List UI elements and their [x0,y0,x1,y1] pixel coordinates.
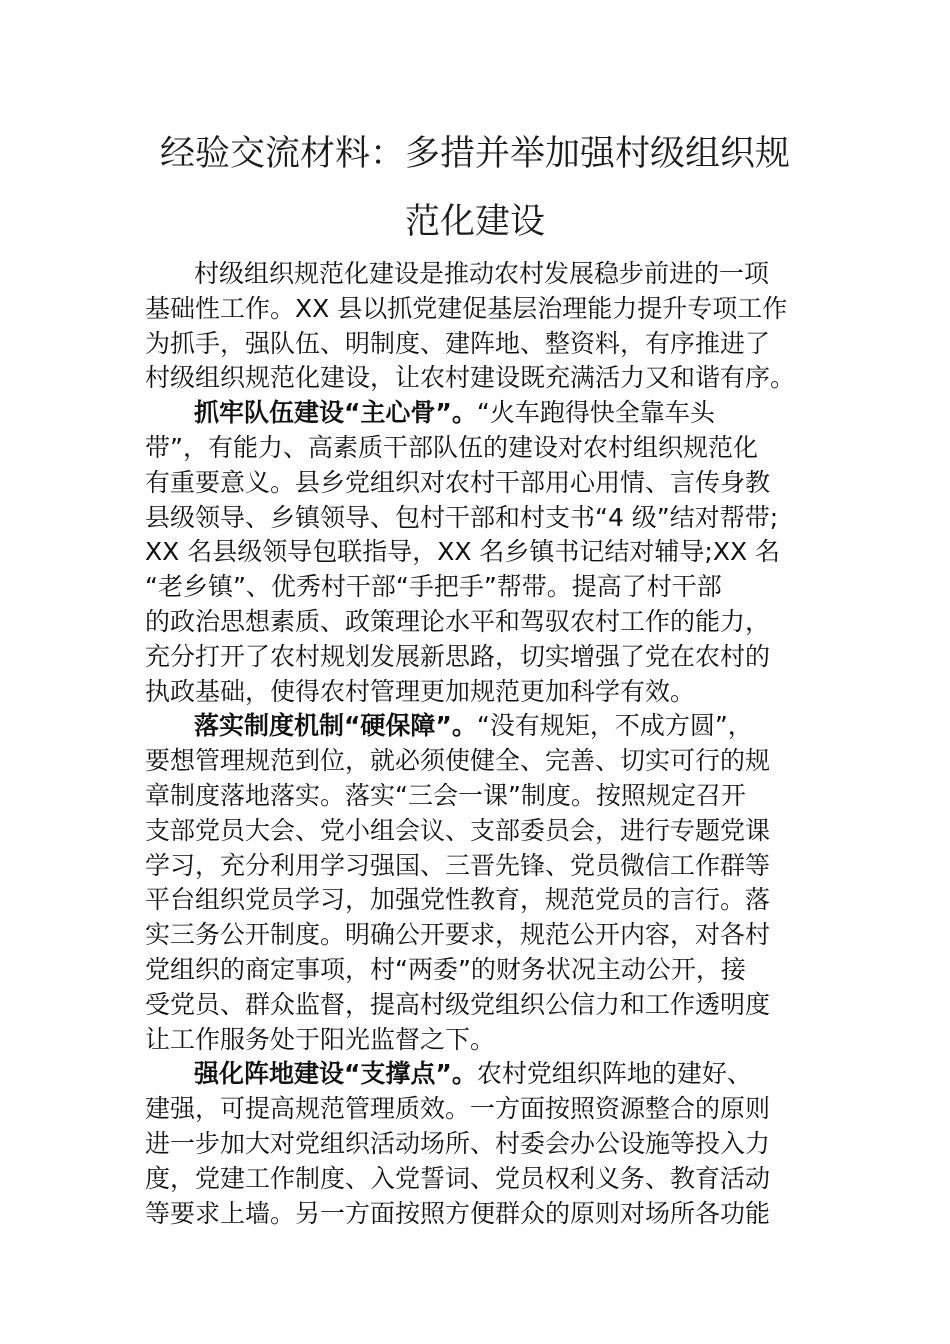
body-text-run: 受党员、群众监督，提高村级党组织公信力和工作透明度 [145,989,771,1019]
text-line [145,535,825,570]
body-text-run: 有重要意义。县乡党组织对农村干部用心用情、言传身教 [145,467,771,497]
text-line [145,361,825,396]
body-text-run: 的政治思想素质、政策理论水平和驾驭农村工作的能力， [145,606,771,636]
page-title-line-2: 范化建设 [404,202,545,242]
body-text-run: 村级组织规范化建设是推动农村发展稳步前进的一项 [194,259,770,288]
body-text-run: 章制度落地落实。落实“三会一课”制度。按照规定召开 [145,780,746,810]
text-line [145,675,825,710]
text-line [145,1092,825,1127]
text-line [145,292,825,327]
section-heading: 抓牢队伍建设“主心骨”。 [194,398,477,428]
text-line [145,814,825,849]
page-title-line-1: 经验交流材料：多措并举加强村级组织规 [159,134,790,174]
section-heading: 强化阵地建设“支撑点”。 [194,1059,477,1089]
body-text-run: 执政基础，使得农村管理更加规范更加科学有效。 [145,676,696,706]
body-text-run: 村级组织规范化建设，让农村建设既充满活力又和谐有序。 [145,363,796,393]
text-line [145,1127,825,1162]
body-text-run: 度，党建工作制度、入党誓词、党员权利义务、教育活动 [145,1163,771,1193]
body-text-run: “老乡镇”、优秀村干部“手把手”帮带。提高了村干部 [145,572,722,602]
text-line [145,396,825,431]
text-line [145,744,825,779]
body-text-run: 党组织的商定事项，村“两委”的财务状况主动公开，接 [145,954,746,984]
text-line [145,953,825,988]
text-line [145,570,825,605]
body-text [145,257,825,1231]
body-text-run: 支部党员大会、党小组会议、支部委员会，进行专题党课 [145,815,771,845]
text-line [145,257,825,292]
section-heading: 落实制度机制“硬保障”。 [194,711,477,741]
body-text-run: 学习，充分利用学习强国、三晋先锋、党员微信工作群等 [145,850,771,880]
body-text-run: 基础性工作。XX 县以抓党建促基层治理能力提升专项工作 [145,293,788,323]
body-text-run: 等要求上墙。另一方面按照方便群众的原则对场所各功能 [145,1198,771,1228]
text-line [145,501,825,536]
body-text-run: 让工作服务处于阳光监督之下。 [145,1024,496,1054]
body-text-run: 带”，有能力、高素质干部队伍的建设对农村组织规范化 [145,432,758,462]
body-text-run: 建强，可提高规范管理质效。一方面按照资源整合的原则 [145,1094,771,1124]
text-line [145,1197,825,1232]
body-text-run: “没有规矩，不成方圆”， [476,711,753,741]
body-text-run: 进一步加大对党组织活动场所、村委会办公设施等投入力 [145,1128,771,1158]
body-text-run: 实三务公开制度。明确公开要求，规范公开内容，对各村 [145,920,771,950]
body-text-run: 农村党组织阵地的建好、 [476,1059,752,1089]
text-line [145,605,825,640]
body-text-run: 充分打开了农村规划发展新思路，切实增强了党在农村的 [145,641,771,671]
text-line [145,918,825,953]
body-text-run: “火车跑得快全靠车头 [476,398,715,428]
text-line [145,1162,825,1197]
text-line [145,1023,825,1058]
body-text-run: 平台组织党员学习，加强党性教育，规范党员的言行。落 [145,885,771,915]
text-line [145,466,825,501]
text-line [145,779,825,814]
text-line [145,1057,825,1092]
text-line [145,431,825,466]
text-line [145,327,825,362]
body-text-run: 为抓手，强队伍、明制度、建阵地、整资料，有序推进了 [145,328,771,358]
text-line [145,988,825,1023]
text-line [145,849,825,884]
body-text-run: 县级领导、乡镇领导、包村干部和村支书“4 级”结对帮带; [145,502,779,532]
body-text-run: XX 名县级领导包联指导，XX 名乡镇书记结对辅导;XX 名 [145,537,781,567]
text-line [145,883,825,918]
text-line [145,640,825,675]
text-line [145,709,825,744]
body-text-run: 要想管理规范到位，就必须使健全、完善、切实可行的规 [145,746,771,776]
